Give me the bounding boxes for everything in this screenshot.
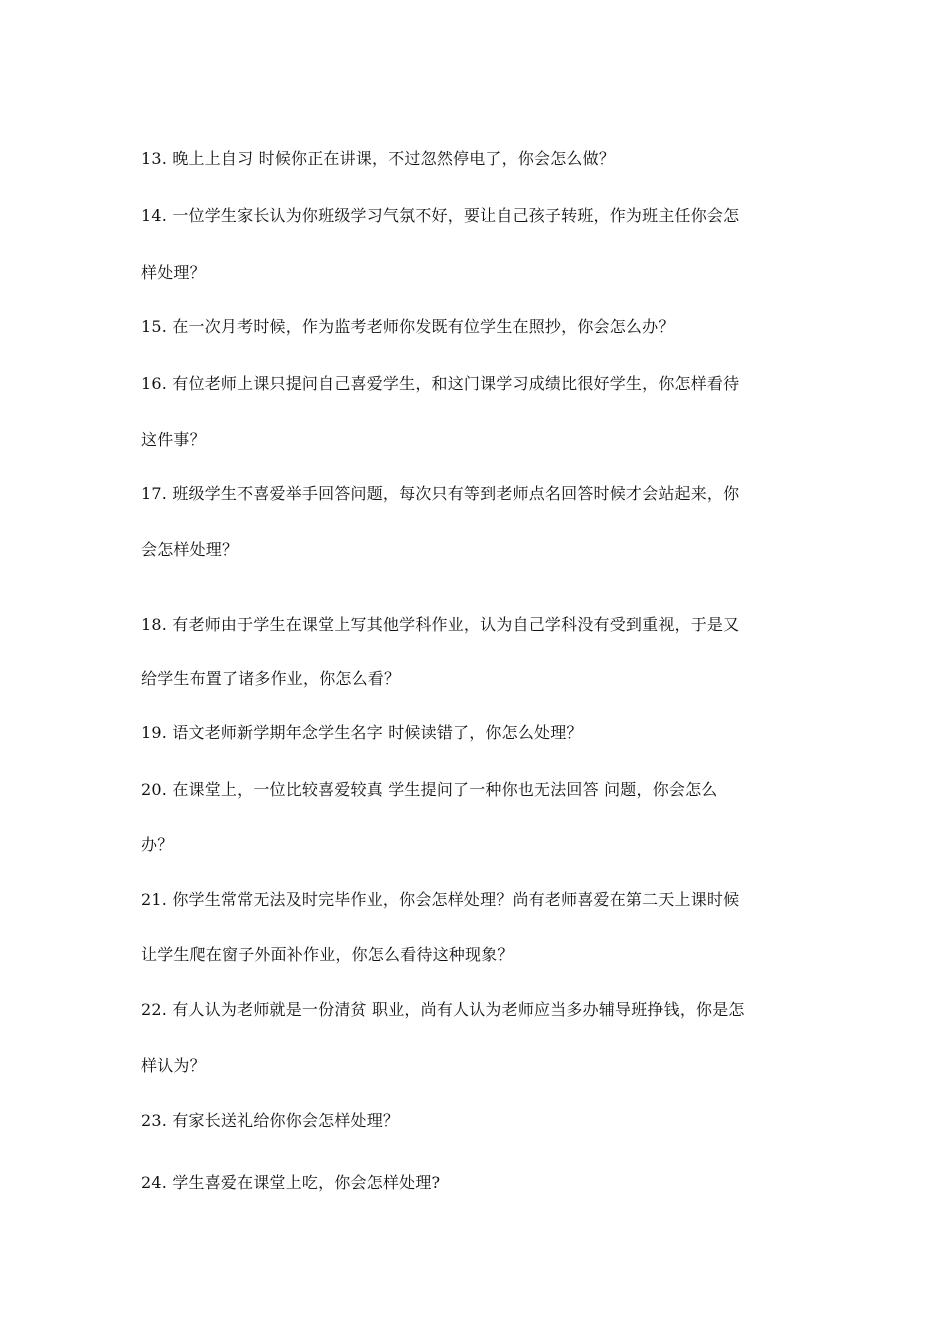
question-17: 17. 班级学生不喜爱举手回答问题，每次只有等到老师点名回答时候才会站起来，你 [141, 484, 740, 503]
question-18-continued: 给学生布置了诸多作业，你怎么看？ [141, 669, 401, 688]
question-20-continued: 办？ [141, 835, 174, 854]
question-21: 21. 你学生常常无法及时完毕作业，你会怎样处理？尚有老师喜爱在第二天上课时候 [141, 890, 740, 909]
question-14-continued: 样处理？ [141, 263, 206, 282]
question-16: 16. 有位老师上课只提问自己喜爱学生，和这门课学习成绩比很好学生，你怎样看待 [141, 374, 740, 393]
question-21-continued: 让学生爬在窗子外面补作业，你怎么看待这种现象？ [141, 945, 514, 964]
question-22-continued: 样认为？ [141, 1056, 206, 1075]
question-17-continued: 会怎样处理？ [141, 540, 239, 559]
question-18: 18. 有老师由于学生在课堂上写其他学科作业，认为自己学科没有受到重视，于是又 [141, 615, 740, 634]
question-22: 22. 有人认为老师就是一份清贫 职业，尚有人认为老师应当多办辅导班挣钱，你是怎 [141, 1000, 745, 1019]
question-16-continued: 这件事？ [141, 430, 206, 449]
question-24: 24. 学生喜爱在课堂上吃，你会怎样处理? [141, 1173, 441, 1192]
question-23: 23. 有家长送礼给你你会怎样处理？ [141, 1111, 400, 1130]
question-15: 15. 在一次月考时候，作为监考老师你发既有位学生在照抄，你会怎么办？ [141, 317, 675, 336]
question-13: 13. 晚上上自习 时候你正在讲课，不过忽然停电了，你会怎么做？ [141, 149, 616, 168]
question-19: 19. 语文老师新学期年念学生名字 时候读错了，你怎么处理？ [141, 723, 583, 742]
question-20: 20. 在课堂上，一位比较喜爱较真 学生提问了一种你也无法回答 问题，你会怎么 [141, 780, 718, 799]
question-14: 14. 一位学生家长认为你班级学习气氛不好，要让自己孩子转班，作为班主任你会怎 [141, 206, 740, 225]
